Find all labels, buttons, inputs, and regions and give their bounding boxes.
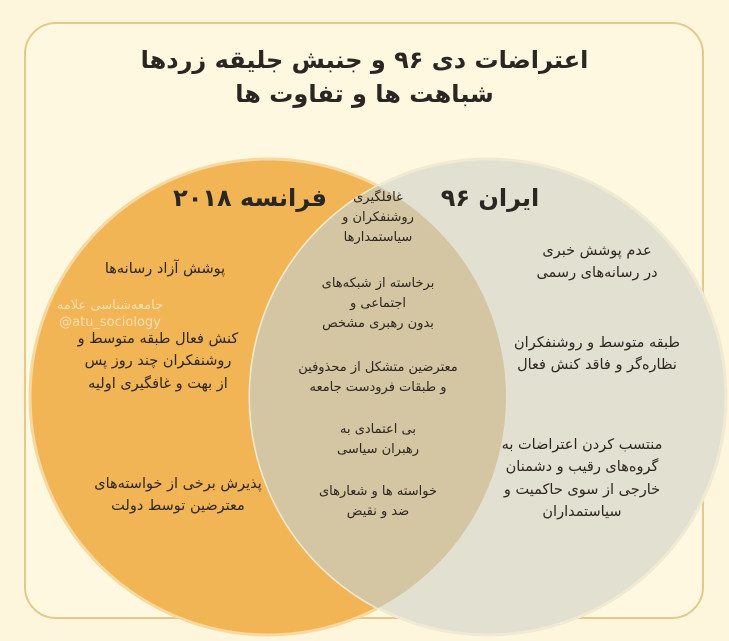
shared-item-3: معترضین متشکل از محذوفین و طبقات فرودست جامعه	[298, 360, 458, 396]
right-item-3: منتسب کردن اعتراضات به گروه‌های رقیب و دشمنان خارجی از سوی حاکمیت و سیاستمداران	[501, 437, 663, 521]
watermark	[40, 298, 180, 332]
shared-item-4: بی اعتمادی به رهبران سیاسی	[336, 422, 420, 458]
shared-item-1: غافلگیری روشنفکران و سیاستمدارها	[342, 190, 414, 246]
left-item-1: پوشش آزاد رسانه‌ها	[104, 261, 226, 277]
right-item-1: عدم پوشش خبری در رسانه‌های رسمی	[536, 243, 658, 282]
title-line-2: شباهت ها و تفاوت ها	[235, 79, 494, 108]
left-item-3: پذیرش برخی از خواسته‌های معترضین توسط دولت	[94, 476, 262, 515]
left-item-2: کنش فعال طبقه متوسط و روشنفکران چند روز پس از بهت و غافگیری اولیه	[77, 331, 239, 392]
shared-item-5: خواسته ها و شعارهای ضد و نقیض	[318, 484, 438, 520]
right-item-2: طبقه متوسط و روشنفکران نظاره‌گر و فاقد کنش فعال	[514, 335, 680, 374]
title-line-1: اعتراضات دی ۹۶ و جنبش جلیقه زردها	[140, 46, 589, 74]
heading-iran: ایران ۹۶	[440, 184, 540, 212]
watermark-line-1: جامعه‌شناسی علامه	[56, 298, 164, 313]
heading-france: فرانسه ۲۰۱۸	[173, 184, 327, 212]
watermark-line-2: @atu_sociology	[59, 314, 161, 330]
shared-item-2: برخاسته از شبکه‌های اجتماعی و بدون رهبری مشخص	[321, 276, 435, 332]
page-title	[0, 44, 729, 111]
